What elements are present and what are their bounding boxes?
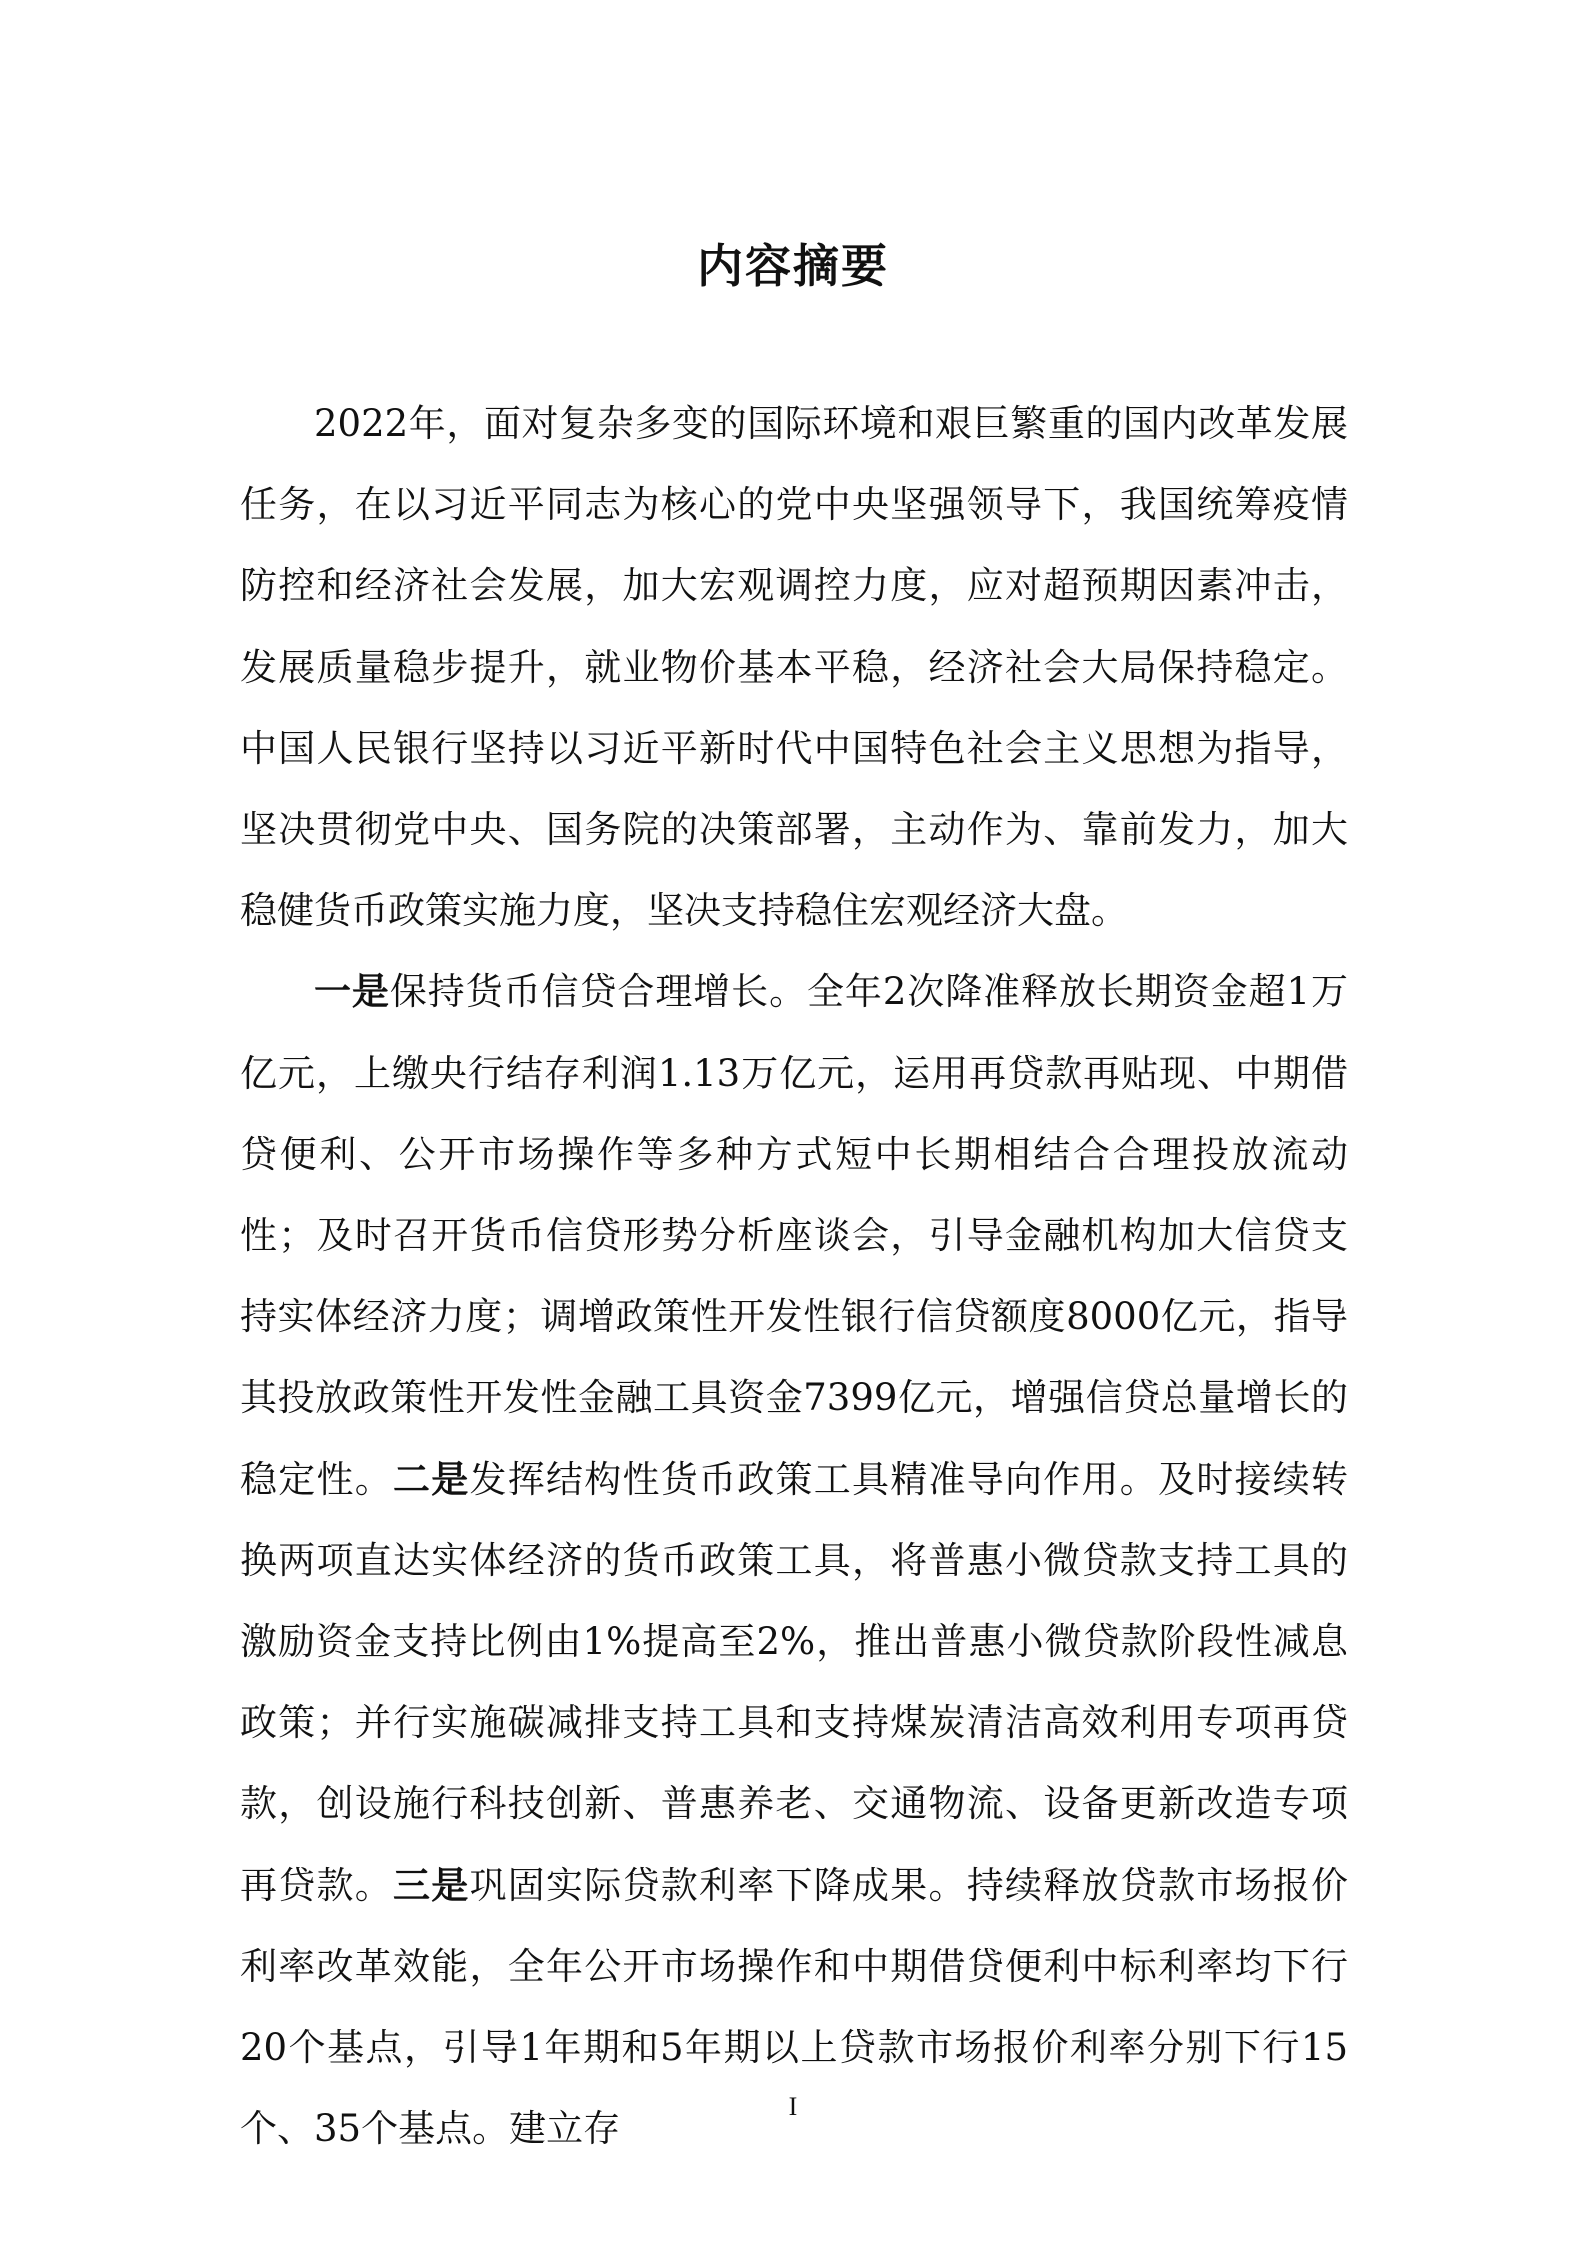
page-number: I xyxy=(788,2092,798,2121)
point-one-text: 保持货币信贷合理增长。全年2次降准释放长期资金超1万亿元，上缴央行结存利润1.13万亿元，运用再贷款再贴现、中期借贷便利、公开市场操作等多种方式短中长期相结合合理投放流动性；及时召开货币信贷形势分析座谈会，引导金融机构加大信贷支持实体经济力度；调增政策性开发性银行信贷额度8000亿元，指导其投放政策性开发性金融工具资金7399亿元，增强信贷总量增长的稳定性。 xyxy=(240,970,1349,1501)
point-two-text: 发挥结构性货币政策工具精准导向作用。及时接续转换两项直达实体经济的货币政策工具，将普惠小微贷款支持工具的激励资金支持比例由1%提高至2%，推出普惠小微贷款阶段性减息政策；并行实施碳减排支持工具和支持煤炭清洁高效利用专项再贷款，创设施行科技创新、普惠养老、交通物流、设备更新改造专项再贷款。 xyxy=(240,1457,1348,1907)
page-title: 内容摘要 xyxy=(697,238,889,293)
point-three-lead: 三是 xyxy=(393,1863,470,1907)
intro-paragraph: 2022年，面对复杂多变的国际环境和艰巨繁重的国内改革发展任务，在以习近平同志为核心的党中央坚强领导下，我国统筹疫情防控和经济社会发展，加大宏观调控力度，应对超预期因素冲击，发展质量稳步提升，就业物价基本平稳，经济社会大局保持稳定。中国人民银行坚持以习近平新时代中国特色社会主义思想为指导，坚决贯彻党中央、国务院的决策部署，主动作为、靠前发力，加大稳健货币政策实施力度，坚决支持稳住宏观经济大盘。 xyxy=(240,402,1348,933)
point-one-lead: 一是 xyxy=(314,970,390,1014)
point-three-text: 巩固实际贷款利率下降成果。持续释放贷款市场报价利率改革效能，全年公开市场操作和中期借贷便利中标利率均下行20个基点，引导1年期和5年期以上贷款市场报价利率分别下行15个、35个基点。建立存 xyxy=(240,1863,1348,2151)
policy-points-paragraph xyxy=(240,951,1348,2169)
point-two-lead: 二是 xyxy=(393,1457,470,1501)
summary-body xyxy=(240,383,1348,2169)
